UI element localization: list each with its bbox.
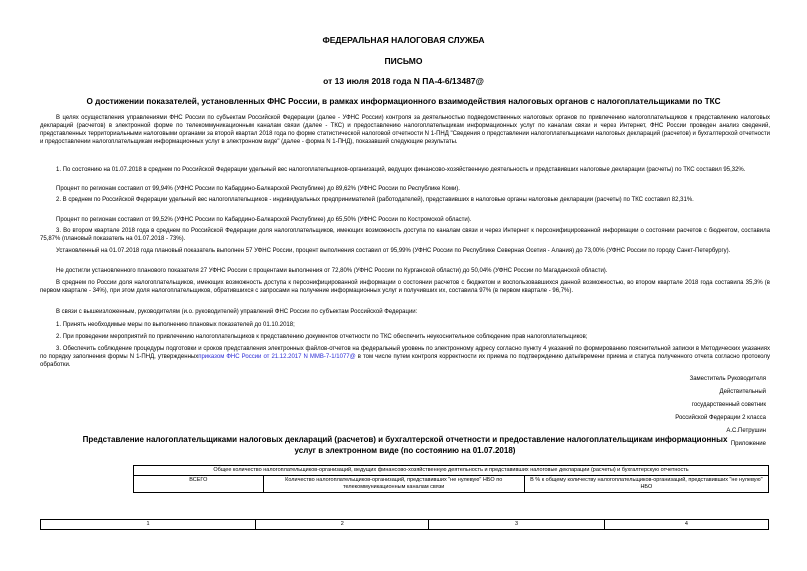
body-instruction: В связи с вышеизложенным, руководителям (и.о. руководителей) управлений ФНС России по субъектам Российской Федерации: — [56, 309, 418, 315]
table-subheader-row — [134, 476, 769, 493]
body-instruction-1: 1. Принять необходимые меры по выполнению плановых показателей до 01.10.2018; — [56, 322, 295, 328]
body-instruction-2: 2. При проведении мероприятий по привлечению налогоплательщиков к представлению документов отчетности по ТКС обеспечить неукоснительное соблюдение прав налогоплательщиков; — [56, 334, 588, 340]
appendix-label: Приложение — [730, 441, 766, 447]
instruction-3-text: 3. Обеспечить соблюдение процедуры подготовки и сроков представления электронных файлов-отчетов на федеральный уровень по электронному адресу согласно пункту 4 указаний по формированию пояснительной записки в Методических указаниях по порядку заполнения формы N 1-ПНД, утвержденных — [40, 346, 770, 361]
appendix-title-line-1: Представление налогоплательщиками налоговых деклараций (расчетов) и бухгалтерской отчетности и предоставление налогоплательщикам информационных — [82, 435, 728, 444]
body-intro: В целях осуществления управлениями ФНС России по субъектам Российской Федерации (далее - УФНС России) контроля за деятельностью подведомственных налоговых органов по привлечению налогоплательщиков к представлению налоговых деклараций (расчетов) в электронной форме по телекоммуникационным каналам связи (далее - ТКС) и предоставлению налогоплательщикам информационных услуг по каналам связи и через Интернет, ФНС России проведен анализ сведений, представленных территориальными налоговыми органами за второй квартал 2018 года по форме статистической налоговой отчетности N 1-ПНД "Сведения о представлении налогоплательщиками налоговых деклараций (расчетов) и бухгалтерской отчетности и предоставлении налогоплательщикам информационных услуг в электронном виде" (далее - форма N 1-ПНД), показавший следующие результаты. — [40, 115, 770, 146]
table-num-2: 2 — [256, 520, 429, 530]
body-item-1: 1. По состоянию на 01.07.2018 в среднем по Российской Федерации удельный вес налогоплательщиков-организаций, ведущих финансово-хозяйственную деятельность и представивших налоговые декларации (расчеты) по ТКС составил 95,32%. — [56, 167, 746, 173]
table-header-row — [134, 466, 769, 476]
table-col-pct: В % к общему количеству налогоплательщиков-организаций, представивших "не нулевую" НБО — [524, 476, 768, 493]
body-item-2: 2. В среднем по Российской Федерации удельный вес налогоплательщиков - индивидуальных предпринимателей (работодателей), представивших в налоговые органы налоговые декларации (расчеты) по ТКС составил 82,31%. — [56, 197, 694, 203]
table-col-total: ВСЕГО — [134, 476, 264, 493]
appendix-title — [40, 435, 770, 456]
order-link[interactable]: приказом ФНС России от 21.12.2017 N ММВ-7-1/1077@ — [198, 354, 356, 361]
body-item-2-regions: Процент по регионам составил от 99,52% (УФНС России по Кабардино-Балкарской Республике) до 65,50% (УФНС России по Костромской области). — [56, 217, 472, 223]
body-item-3-plan: Установленный на 01.07.2018 года плановый показатель выполнен 57 УФНС России, процент выполнения составил от 95,99% (УФНС России по Республике Северная Осетия - Алания) до 73,00% (УФНС России по городу Санкт-Петербургу). — [56, 248, 731, 254]
table-col-count: Количество налогоплательщиков-организаций, представивших "не нулевую" НБО по телекоммуникационным каналам связи — [263, 476, 524, 493]
agency-title: ФЕДЕРАЛЬНАЯ НАЛОГОВАЯ СЛУЖБА — [322, 35, 485, 45]
doc-subject: О достижении показателей, установленных ФНС России, в рамках информационного взаимодействия налоговых органов с налогоплательщиками по ТКС — [86, 97, 721, 106]
signature-rank-1: Действительный — [719, 389, 766, 395]
signature-position: Заместитель Руководителя — [689, 376, 766, 382]
body-item-3-average: В среднем по России доля налогоплательщиков, имеющих возможность доступа к персонифицированной информации о состоянии расчетов с бюджетом и воспользовавшихся данной возможностью, во втором квартале 2018 года составила 35,3% (в первом квартале - 34%), при этом доля налогоплательщиков, обратившихся с запросами на получение информационных услуг и получивших их, составила 97% (в первом квартале - 96,7%). — [40, 280, 770, 295]
table-num-1: 1 — [41, 520, 256, 530]
body-instruction-3 — [40, 345, 770, 369]
appendix-title-line-2: услуг в электронном виде (по состоянию на 01.07.2018) — [294, 445, 516, 455]
signature-name: А.С.Петрушин — [726, 428, 766, 434]
instruction-3-tail: в том числе путем контроля корректности их приема по подтверждению даты/времени приема и статуса полученного отчета согласно протоколу обработки. — [40, 354, 770, 369]
table-num-4: 4 — [604, 520, 768, 530]
body-item-3-missed: Не достигли установленного планового показателя 27 УФНС России с процентами выполнения от 72,80% (УФНС России по Курганской области) до 50,04% (УФНС России по Магаданской области). — [56, 268, 608, 274]
table-num-3: 3 — [429, 520, 604, 530]
appendix-table — [133, 465, 769, 493]
signature-rank-2: государственный советник — [691, 402, 766, 408]
appendix-number-row — [40, 519, 769, 530]
body-item-3: 3. Во втором квартале 2018 года в среднем по Российской Федерации доля налогоплательщиков, имеющих возможность доступа по каналам связи и через Интернет к персонифицированной информации о состоянии расчетов с бюджетом, составила 75,87% (плановый показатель на 01.07.2018 - 73%). — [40, 228, 770, 243]
signature-rank-3: Российской Федерации 2 класса — [675, 415, 766, 421]
table-row — [41, 520, 769, 530]
doc-date-number: от 13 июля 2018 года N ПА-4-6/13487@ — [323, 76, 484, 86]
table-group-header: Общее количество налогоплательщиков-организаций, ведущих финансово-хозяйственную деятельность и представивших налоговые декларации (расчеты) и бухгалтерскую отчетность — [134, 466, 769, 476]
doc-type: ПИСЬМО — [384, 56, 423, 66]
body-item-1-regions: Процент по регионам составил от 99,94% (УФНС России по Кабардино-Балкарской Республике) до 89,62% (УФНС России по Республике Коми). — [56, 186, 460, 192]
